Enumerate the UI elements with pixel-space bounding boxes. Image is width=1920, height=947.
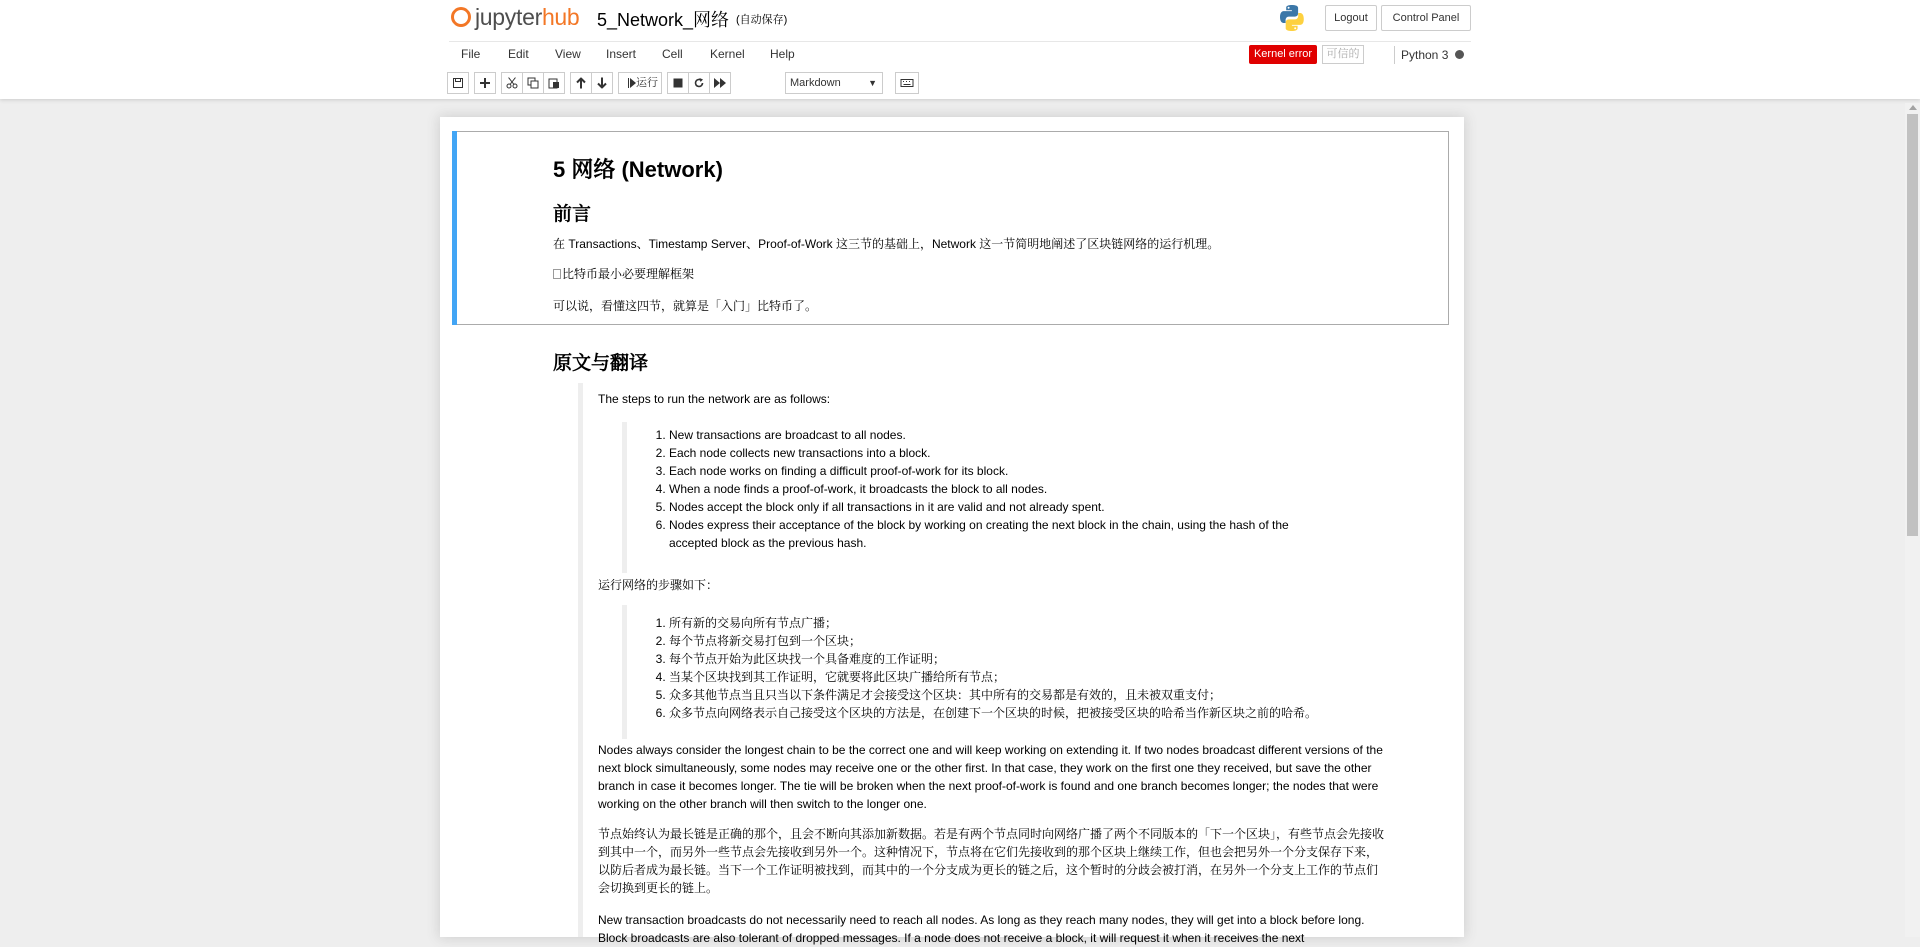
jupyter-logo-icon: [451, 4, 471, 30]
menu-help[interactable]: Help: [770, 47, 795, 61]
steps-list-zh: [629, 614, 1317, 722]
save-button[interactable]: [447, 72, 469, 94]
menu-kernel[interactable]: Kernel: [710, 47, 745, 61]
scroll-up-icon[interactable]: [1909, 105, 1917, 110]
paste-icon: [549, 78, 560, 89]
stop-icon: [674, 79, 683, 88]
section-heading-preface: 前言: [553, 204, 592, 225]
list-item: 4. When a node finds a proof-of-work, it broadcasts the block to all nodes.: [669, 480, 1289, 498]
cut-icon: [507, 78, 518, 89]
list-item: 5. Nodes accept the block only if all transactions in it are valid and not already spent.: [669, 498, 1289, 516]
selected-cell-indicator: [452, 131, 457, 325]
longest-chain-paragraph-en: Nodes always consider the longest chain to be the correct one and will keep working on extending it. If two nodes broadcast different versions of the next block simultaneously, some nodes may receive one or the other first. In that case, they work on the first one they received, but save the other branch in case it becomes longer. The tie will be broken when the next proof-of-work is found and one branch becomes longer; the nodes that were working on the other branch will then switch to the longer one.: [598, 743, 1383, 811]
list-item: 4. 当某个区块找到其工作证明，它就要将此区块广播给所有节点；: [669, 668, 1317, 686]
header-top-row: [449, 0, 1471, 38]
python-logo-icon: [1278, 4, 1306, 32]
jupyterhub-logo[interactable]: jupyterhub: [451, 2, 579, 32]
page-title: 5 网络 (Network): [553, 157, 723, 182]
nested-blockquote-border-zh: [622, 605, 627, 739]
list-item: 5. 众多其他节点当且只当以下条件满足才会接受这个区块：其中所有的交易都是有效的，且未被双重支付；: [669, 686, 1317, 704]
cell-type-select[interactable]: Markdown ▼: [785, 72, 883, 94]
framework-image: 比特币最小必要理解框架: [553, 265, 694, 282]
notebook-container: [440, 117, 1464, 945]
menu-insert[interactable]: Insert: [606, 47, 637, 61]
paste-button[interactable]: [543, 72, 565, 94]
plus-icon: [480, 78, 490, 88]
broken-image-icon: [553, 269, 561, 279]
menu-bar: [449, 41, 1471, 68]
list-item: 1. 所有新的交易向所有节点广播；: [669, 614, 1317, 632]
toolbar: [447, 72, 1471, 96]
menu-edit[interactable]: Edit: [508, 47, 529, 61]
copy-button[interactable]: [522, 72, 544, 94]
logout-button[interactable]: Logout: [1325, 5, 1377, 31]
nested-blockquote-border-en: [622, 422, 627, 573]
list-item: 6. Nodes express their acceptance of the block by working on creating the next block in the chain, using the hash of the accepted block as the previous hash.: [669, 516, 1289, 552]
move-down-button[interactable]: [591, 72, 613, 94]
page-scrollbar[interactable]: [1905, 103, 1920, 937]
menu-view[interactable]: View: [555, 47, 581, 61]
steps-list-en: [629, 426, 1289, 552]
save-icon: [453, 78, 463, 88]
control-panel-button[interactable]: Control Panel: [1381, 5, 1471, 31]
arrow-up-icon: [576, 78, 586, 89]
menu-cell[interactable]: Cell: [662, 47, 683, 61]
copy-icon: [528, 78, 539, 89]
keyboard-icon: [901, 79, 914, 87]
arrow-down-icon: [597, 78, 607, 89]
scrollbar-thumb[interactable]: [1907, 114, 1918, 536]
broadcast-paragraph-en: New transaction broadcasts do not necessarily need to reach all nodes. As long as they reach many nodes, they will get into a block before long. Block broadcasts are also tolerant of dropped messages. If a node does not receive a block, it will request it when it receives the next: [598, 913, 1365, 945]
steps-intro-en: The steps to run the network are as follows:: [598, 392, 831, 406]
chevron-down-icon: ▼: [868, 78, 877, 88]
list-item: 3. 每个节点开始为此区块找一个具备难度的工作证明；: [669, 650, 1317, 668]
kernel-idle-icon: [1455, 50, 1464, 59]
menu-file[interactable]: File: [461, 47, 481, 61]
list-item: 2. Each node collects new transactions into a block.: [669, 444, 1289, 462]
list-item: 6. 众多节点向网络表示自己接受这个区块的方法是，在创建下一个区块的时候，把被接受区块的哈希当作新区块之前的哈希。: [669, 704, 1317, 722]
restart-run-all-button[interactable]: [709, 72, 731, 94]
notebook-header: [0, 0, 1920, 99]
kernel-separator: [1394, 46, 1395, 64]
restart-icon: [694, 78, 705, 89]
list-item: 2. 每个节点将新交易打包到一个区块；: [669, 632, 1317, 650]
run-button[interactable]: [618, 72, 662, 94]
run-label: 运行: [636, 77, 658, 89]
longest-chain-paragraph-zh: 节点始终认为最长链是正确的那个，且会不断向其添加新数据。若是有两个节点同时向网络广播了两个不同版本的「下一个区块」，有些节点会先接收到其中一个，而另外一些节点会先接收到另外一个。这种情况下，节点将在它们先接收到的那个区块上继续工作，但也会把另外一个分支保存下来，以防后者成为最长链。当下一个工作证明被找到，而其中的一个分支成为更长的链之后，这个暂时的分歧会被打消，在另外一个分支上工作的节点们会切换到更长的链上。: [598, 827, 1385, 895]
step-forward-icon: [628, 78, 637, 88]
fast-forward-icon: [714, 78, 726, 88]
restart-button[interactable]: [688, 72, 710, 94]
cut-button[interactable]: [501, 72, 523, 94]
kernel-error-badge[interactable]: Kernel error: [1249, 45, 1317, 64]
command-palette-button[interactable]: [895, 72, 919, 94]
outro-paragraph: 可以说，看懂这四节，就算是「入门」比特币了。: [553, 299, 818, 313]
move-up-button[interactable]: [570, 72, 592, 94]
section-heading-original-translation: 原文与翻译: [553, 353, 649, 374]
interrupt-button[interactable]: [667, 72, 689, 94]
notebook-name[interactable]: 5_Network_网络: [597, 10, 730, 30]
autosave-status: (自动保存): [736, 14, 788, 26]
trusted-indicator[interactable]: 可信的: [1322, 45, 1364, 64]
kernel-name: Python 3: [1401, 48, 1449, 62]
steps-intro-zh: 运行网络的步骤如下：: [598, 578, 719, 592]
insert-cell-button[interactable]: [474, 72, 496, 94]
intro-paragraph: 在 Transactions、Timestamp Server、Proof-of-Work 这三节的基础上，Network 这一节简明地阐述了区块链网络的运行机理。: [553, 237, 1220, 251]
list-item: 1. New transactions are broadcast to all nodes.: [669, 426, 1289, 444]
list-item: 3. Each node works on finding a difficult proof-of-work for its block.: [669, 462, 1289, 480]
blockquote-border: [578, 383, 583, 937]
